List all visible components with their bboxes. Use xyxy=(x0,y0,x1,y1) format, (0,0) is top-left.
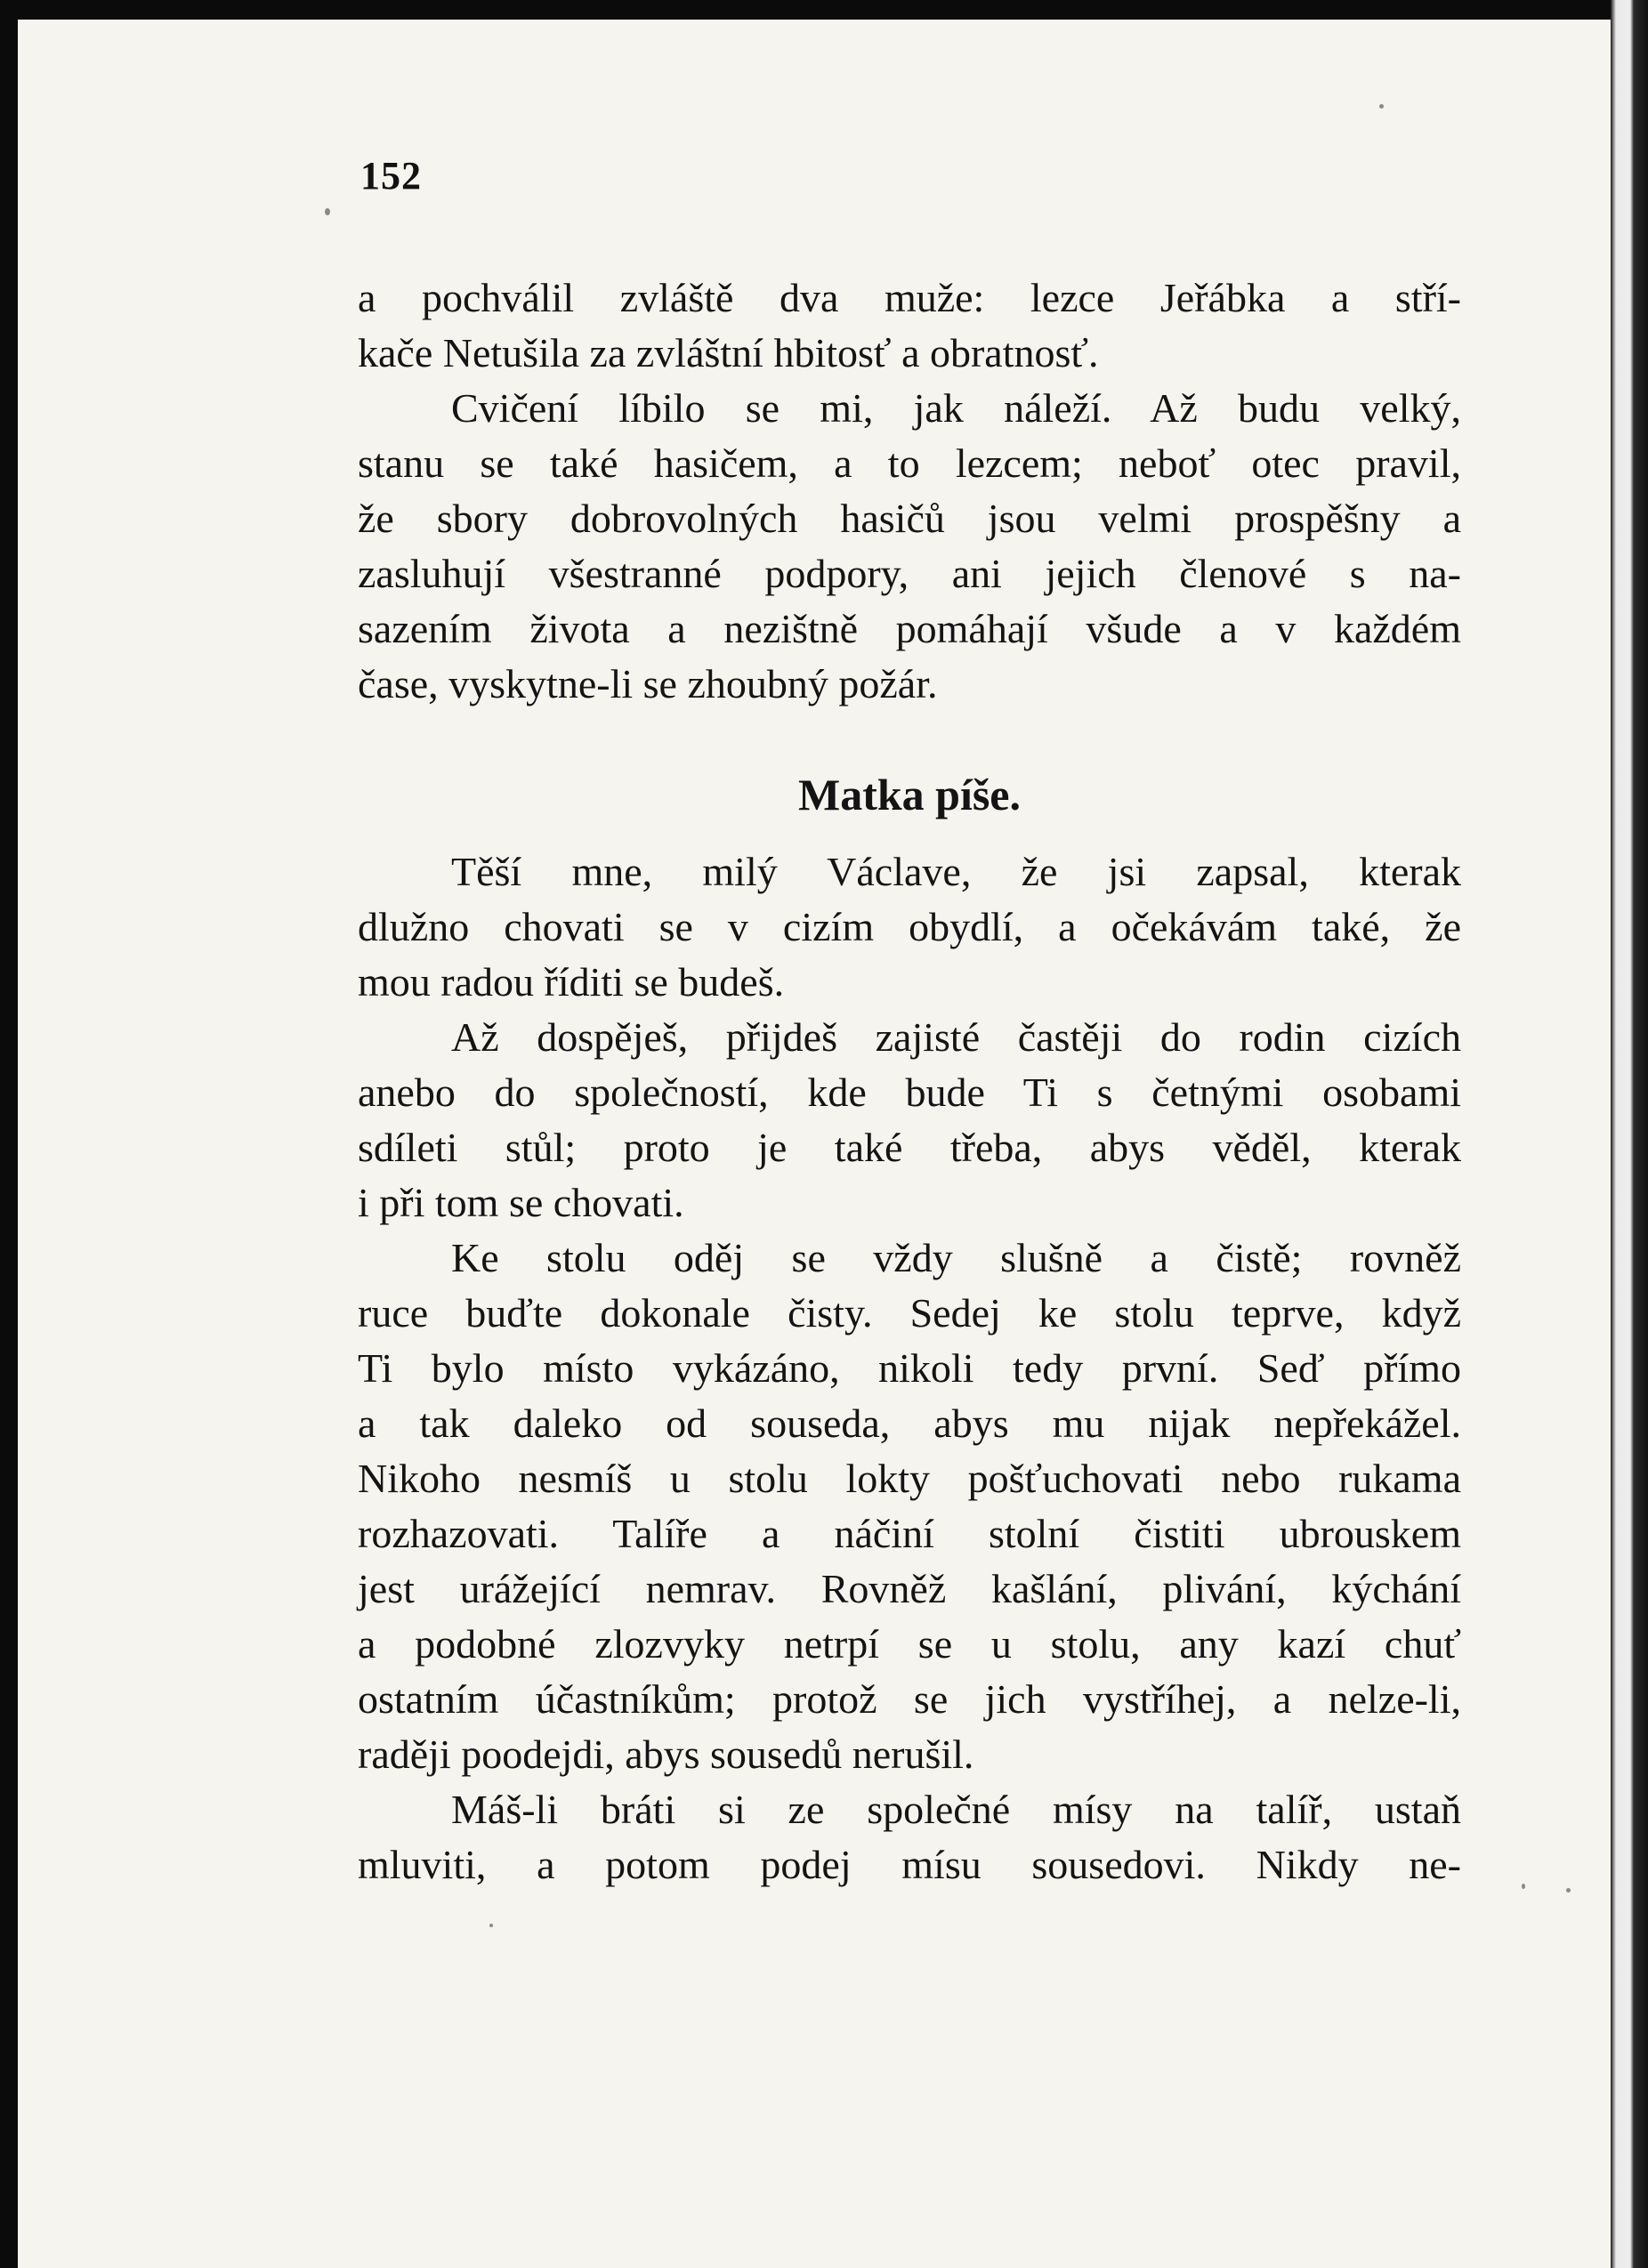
text-line: že sbory dobrovolných hasičů jsou velmi prospěšny a xyxy=(358,496,1461,541)
text-line: dlužno chovati se v cizím obydlí, a očekávám také, že xyxy=(358,904,1461,949)
scan-speck xyxy=(489,1924,493,1927)
text-line: čase, vyskytne-li se zhoubný požár. xyxy=(358,661,938,706)
text-line: a tak daleko od souseda, abys mu nijak nepřekážel. xyxy=(358,1400,1461,1446)
text-line: Cvičení líbilo se mi, jak náleží. Až budu velký, xyxy=(451,385,1461,431)
text-line: raději poodejdi, abys sousedů nerušil. xyxy=(358,1731,974,1777)
text-line: mou radou říditi se budeš. xyxy=(358,959,785,1005)
page-number: 152 xyxy=(360,154,422,198)
text-line: ruce buďte dokonale čisty. Sedej ke stolu teprve, když xyxy=(358,1290,1461,1336)
text-line: ostatním účastníkům; protož se jich vystříhej, a nelze-li, xyxy=(358,1676,1461,1722)
text-line: Máš-li bráti si ze společné mísy na talíř, ustaň xyxy=(451,1787,1461,1832)
text-line: Ke stolu oděj se vždy slušně a čistě; rovněž xyxy=(451,1235,1461,1280)
text-line: anebo do společností, kde bude Ti s četnými osobami xyxy=(358,1069,1461,1115)
text-line: a podobné zlozvyky netrpí se u stolu, any kazí chuť xyxy=(358,1621,1461,1667)
text-line: Ti bylo místo vykázáno, nikoli tedy první. Seď přímo xyxy=(358,1345,1461,1391)
text-line: mluviti, a potom podej mísu sousedovi. Nikdy ne- xyxy=(358,1842,1461,1887)
text-line: sazením života a nezištně pomáhají všude a v každém xyxy=(358,606,1461,651)
text-line: stanu se také hasičem, a to lezcem; neboť otec pravil, xyxy=(358,440,1461,486)
scan-edge-strip xyxy=(1611,0,1648,2268)
scan-speck xyxy=(1379,104,1384,109)
text-line: a pochválil zvláště dva muže: lezce Jeřábka a stří- xyxy=(358,275,1461,320)
scan-speck xyxy=(1522,1884,1525,1889)
book-page xyxy=(18,20,1611,2268)
text-line: sdíleti stůl; proto je také třeba, abys věděl, kterak xyxy=(358,1125,1461,1170)
scan-speck xyxy=(325,208,330,215)
text-line: Nikoho nesmíš u stolu lokty pošťuchovati nebo rukama xyxy=(358,1456,1461,1501)
body-text xyxy=(358,270,1461,1893)
text-line: i při tom se chovati. xyxy=(358,1180,684,1225)
text-line: kače Netušila za zvláštní hbitosť a obratnosť. xyxy=(358,330,1099,375)
text-line: rozhazovati. Talíře a náčiní stolní čistiti ubrouskem xyxy=(358,1511,1461,1556)
text-line: Až dospěješ, přijdeš zajisté častěji do rodin cizích xyxy=(451,1014,1461,1060)
scan-speck xyxy=(1566,1888,1571,1893)
section-heading: Matka píše. xyxy=(798,770,1021,819)
text-line: Těší mne, milý Václave, že jsi zapsal, kterak xyxy=(451,849,1461,894)
text-line: zasluhují všestranné podpory, ani jejich členové s na- xyxy=(358,551,1461,596)
text-line: jest urážející nemrav. Rovněž kašlání, plivání, kýchání xyxy=(358,1566,1461,1611)
